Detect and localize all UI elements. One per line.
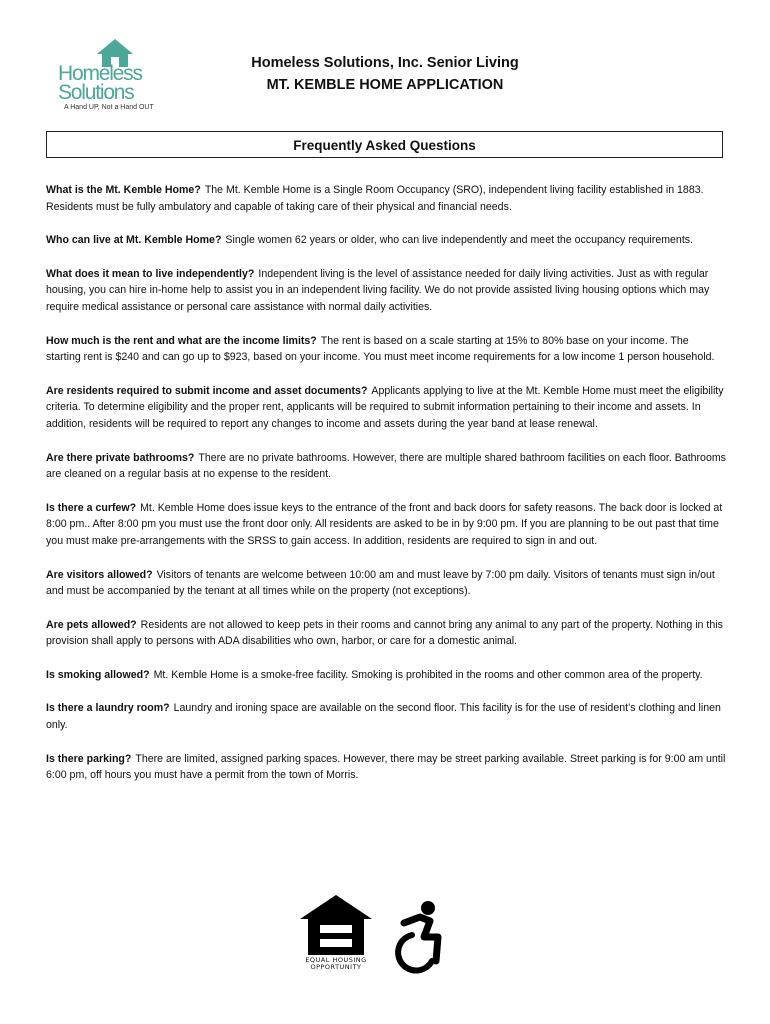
faq-question: How much is the rent and what are the income limits?	[46, 334, 317, 347]
faq-answer: There are no private bathrooms. However, there are multiple shared bathroom facilities on each floor. Bathrooms are cleaned on a regular basis at no expense to the resident.	[46, 451, 726, 481]
faq-answer: Visitors of tenants are welcome between 10:00 am and must leave by 7:00 pm daily. Visitors of tenants must sign in/out and must be accompanied by the tenant at all times while on the property (not exceptions).	[46, 568, 715, 598]
header-line-1: Homeless Solutions, Inc. Senior Living	[251, 55, 519, 71]
faq-item	[46, 333, 726, 366]
faq-answer: Independent living is the level of assistance needed for daily living activities. Just as with regular housing, you can hire in-home help to assist you in an independent living facility. We do not provide assisted living housing options which may require medical assistance or personal care assistance with normal daily activities.	[46, 267, 710, 313]
faq-item	[46, 700, 726, 733]
faq-question: Is there a laundry room?	[46, 702, 170, 715]
header-line-2: MT. KEMBLE HOME APPLICATION	[266, 77, 504, 93]
faq-question: Are there private bathrooms?	[46, 451, 195, 464]
faq-question: What is the Mt. Kemble Home?	[46, 184, 201, 196]
page-header	[200, 52, 570, 96]
faq-item	[46, 182, 726, 215]
faq-answer: Laundry and ironing space are available on the second floor. This facility is for the use of resident’s clothing and linen only.	[46, 702, 721, 732]
faq-question: Are pets allowed?	[46, 618, 137, 631]
faq-list	[46, 182, 726, 801]
faq-answer: The rent is based on a scale starting at 15% to 80% base on your income. The starting rent is $240 and can go up to $923, based on your income. You must meet income requirements for a low income 1 person household.	[46, 334, 715, 364]
equal-housing-icon	[298, 893, 374, 957]
faq-answer: Applicants applying to live at the Mt. Kemble Home must meet the eligibility criteria. To determine eligibility and the proper rent, applicants will be required to submit information pertaining to their income and assets. In addition, residents will be required to report any changes to income and assets during the year band at lease renewal.	[46, 384, 724, 430]
faq-question: Is there parking?	[46, 752, 132, 765]
faq-item	[46, 567, 726, 600]
faq-question: Are residents required to submit income and asset documents?	[46, 384, 368, 397]
faq-answer: Residents are not allowed to keep pets in their rooms and cannot bring any animal to any part of the property. Nothing in this provision shall apply to persons with ADA disabilities who own, harbor, or care for a domestic animal.	[46, 618, 723, 648]
section-title: Frequently Asked Questions	[46, 131, 723, 158]
faq-item	[46, 500, 726, 550]
faq-item	[46, 232, 726, 249]
homeless-solutions-logo	[56, 38, 162, 120]
faq-item	[46, 266, 726, 316]
faq-item	[46, 383, 726, 433]
accessibility-icon	[390, 899, 452, 977]
faq-question: What does it mean to live independently?	[46, 267, 255, 280]
faq-question: Is smoking allowed?	[46, 668, 150, 681]
faq-answer: The Mt. Kemble Home is a Single Room Occupancy (SRO), independent living facility established in 1883. Residents must be fully ambulatory and capable of taking care of their physical and financial needs.	[46, 184, 704, 213]
footer-logos	[298, 893, 468, 983]
logo-word-1: Homeless	[58, 62, 142, 85]
equal-housing-text: EQUAL HOUSING OPPORTUNITY	[305, 956, 367, 971]
logo-tagline: A Hand UP, Not a Hand OUT	[64, 104, 154, 111]
logo-word-2: Solutions	[58, 81, 134, 104]
faq-item	[46, 450, 726, 483]
faq-answer: Mt. Kemble Home is a smoke-free facility. Smoking is prohibited in the rooms and other common area of the property.	[153, 668, 703, 681]
faq-item	[46, 617, 726, 650]
faq-question: Who can live at Mt. Kemble Home?	[46, 234, 222, 247]
faq-answer: Mt. Kemble Home does issue keys to the entrance of the front and back doors for safety reasons. The back door is locked at 8:00 pm.. After 8:00 pm you must use the front door only. All residents are asked to be in by 9:00 pm. If you are planning to be out past that time you must make pre-arrangements with the SRSS to gain access. In addition, residents are required to sign in and out.	[46, 501, 723, 547]
faq-question: Are visitors allowed?	[46, 568, 153, 581]
faq-question: Is there a curfew?	[46, 501, 137, 514]
faq-item	[46, 751, 726, 784]
faq-answer: Single women 62 years or older, who can live independently and meet the occupancy requirements.	[225, 234, 694, 247]
faq-answer: There are limited, assigned parking spaces. However, there may be street parking available. Street parking is for 9:00 am until 6:00 pm, off hours you must have a permit from the town of Morris.	[46, 752, 726, 782]
faq-item	[46, 667, 726, 684]
